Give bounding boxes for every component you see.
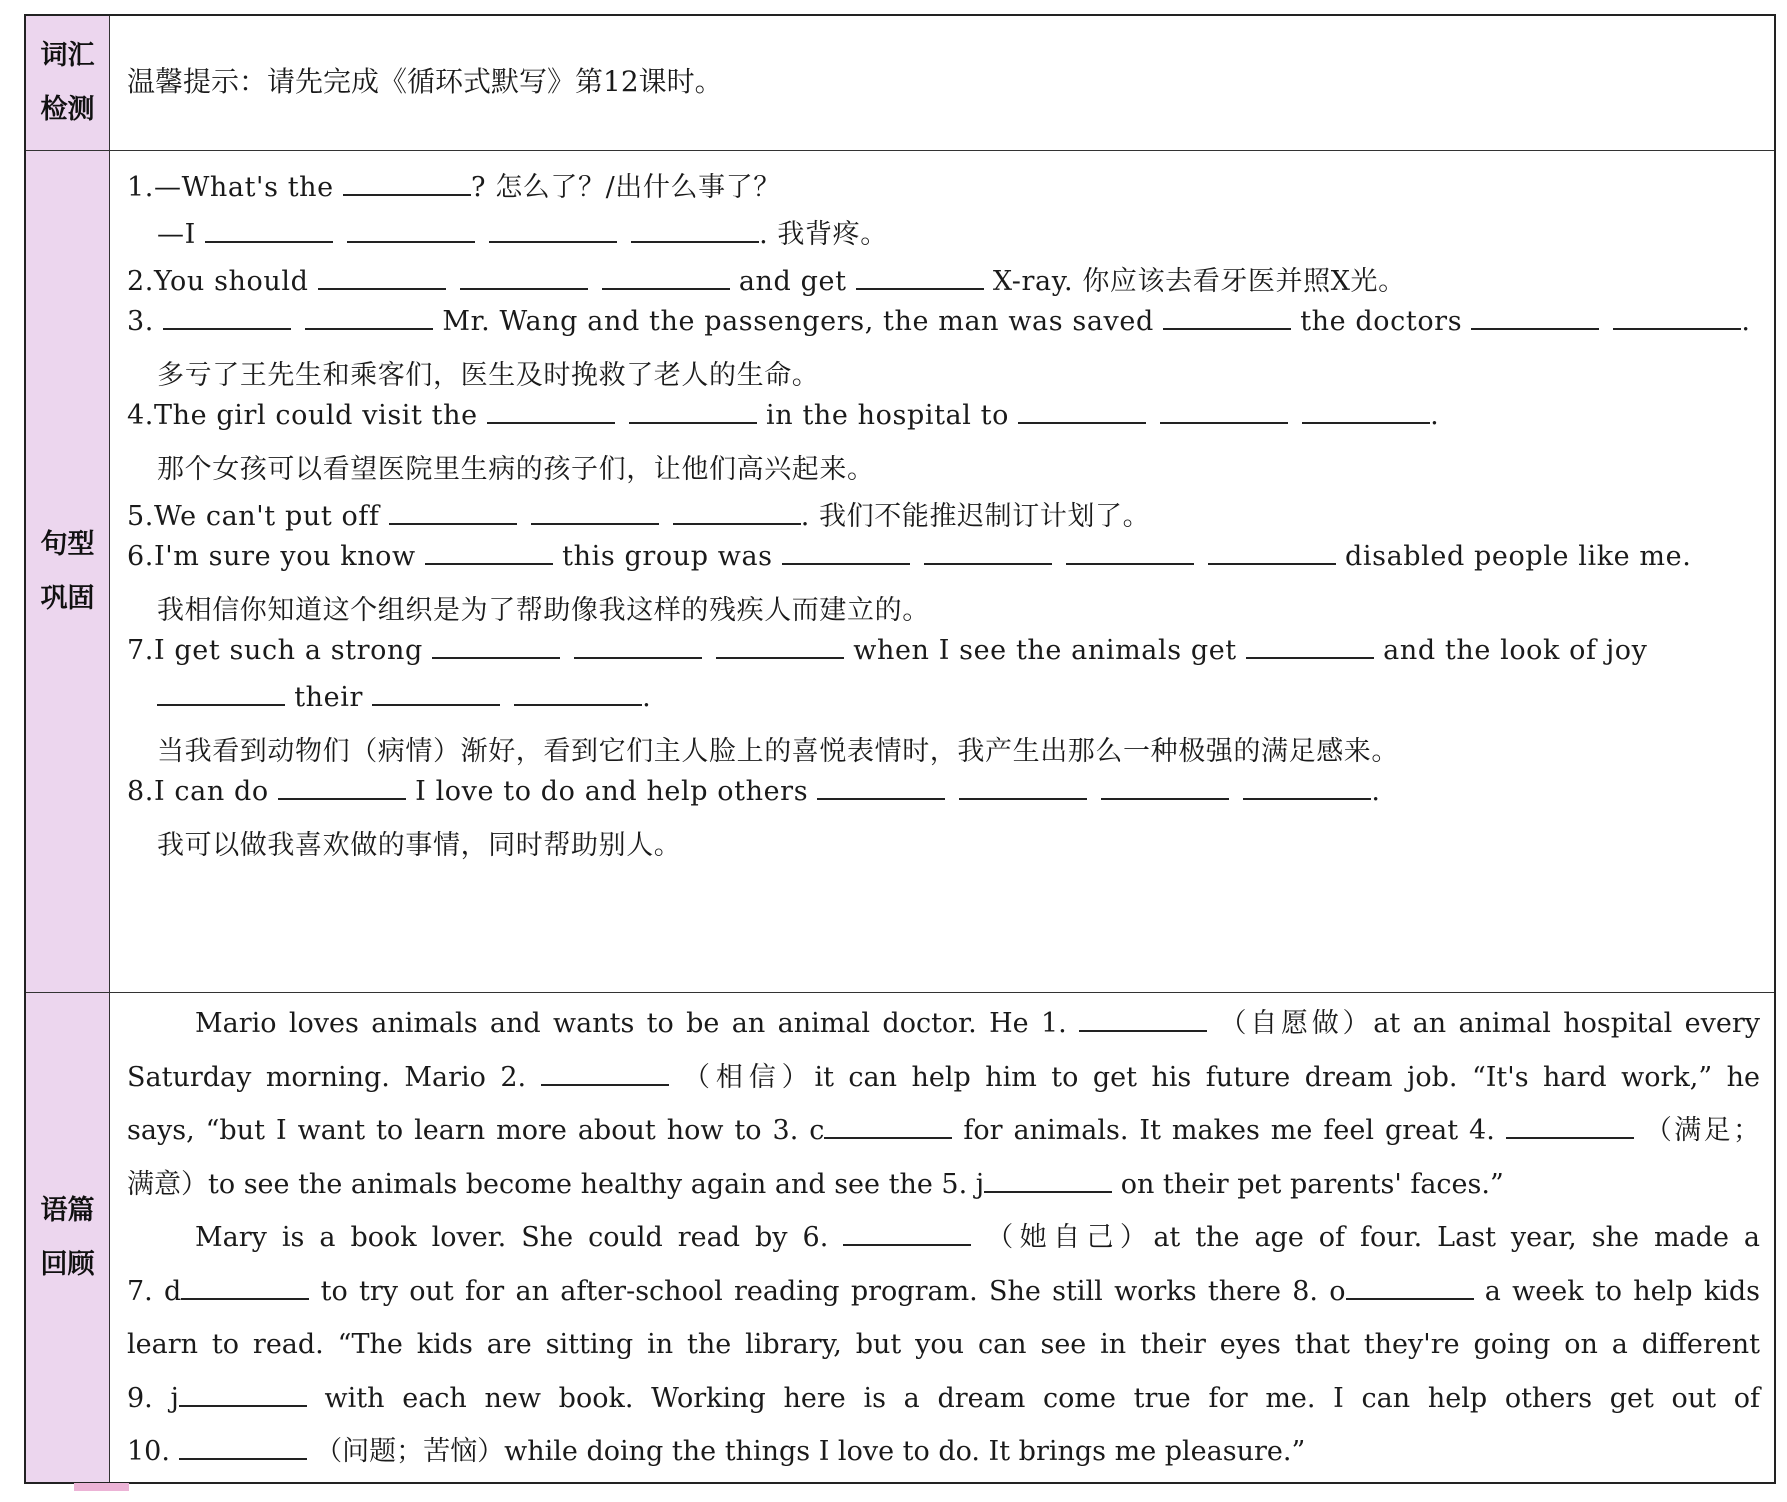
item-text: the doctors <box>1300 306 1463 337</box>
answer-blank[interactable] <box>489 219 617 243</box>
item-number: 2. <box>127 266 154 297</box>
answer-blank[interactable] <box>372 682 500 706</box>
item-number: 4. <box>127 400 154 431</box>
answer-blank[interactable] <box>716 635 844 659</box>
item-text: this group was <box>562 541 773 572</box>
answer-blank[interactable] <box>181 1276 309 1300</box>
item-number: 3. <box>127 306 154 337</box>
passage-label <box>26 993 110 1482</box>
passage-label-line1: 语篇 <box>40 1194 95 1226</box>
answer-blank[interactable] <box>1079 1008 1207 1032</box>
answer-blank[interactable] <box>1613 306 1741 330</box>
item-text: You should <box>153 266 309 297</box>
answer-blank[interactable] <box>782 541 910 565</box>
item-text: and get <box>738 266 847 297</box>
answer-blank[interactable] <box>1066 541 1194 565</box>
answer-blank[interactable] <box>305 306 433 330</box>
item-text: —I <box>157 219 196 250</box>
item-text: We can't put off <box>153 501 380 532</box>
passage-line: 10. （问题；苦恼）while doing the things I love to do. It brings me pleasure.” <box>127 1436 1306 1467</box>
answer-blank[interactable] <box>179 1383 307 1407</box>
item-7-cont <box>157 682 651 713</box>
answer-blank[interactable] <box>984 1169 1112 1193</box>
item-text: when I see the animals get <box>853 635 1237 666</box>
answer-blank[interactable] <box>1018 400 1146 424</box>
item-number: 7. <box>127 635 154 666</box>
item-number: 1. <box>127 172 154 203</box>
answer-blank[interactable] <box>602 266 730 290</box>
item-text: in the hospital to <box>766 400 1009 431</box>
answer-blank[interactable] <box>1346 1276 1474 1300</box>
answer-blank[interactable] <box>629 400 757 424</box>
vocab-label <box>26 16 110 150</box>
item-3-translation: 多亏了王先生和乘客们，医生及时挽救了老人的生命。 <box>157 360 820 391</box>
item-text: I can do <box>153 776 269 807</box>
passage-line: learn to read. “The kids are sitting in the library, but you can see in their eyes that they're going on a different <box>127 1329 1760 1360</box>
answer-blank[interactable] <box>343 172 471 196</box>
passage-line: 7. d to try out for an after-school reading program. She still works there 8. o a week to help kids <box>127 1275 1760 1307</box>
answer-blank[interactable] <box>1506 1115 1634 1139</box>
passage-text <box>127 997 1760 1479</box>
passage-line: 满意）to see the animals become healthy again and see the 5. j on their pet parents' faces.” <box>127 1168 1504 1200</box>
item-text: ? 怎么了？/出什么事了？ <box>470 172 781 203</box>
item-text: —What's the <box>153 172 334 203</box>
item-text: . <box>642 682 652 713</box>
item-text: I love to do and help others <box>415 776 809 807</box>
answer-blank[interactable] <box>318 266 446 290</box>
item-text: . 我背疼。 <box>759 219 888 250</box>
answer-blank[interactable] <box>432 635 560 659</box>
item-text: I get such a strong <box>153 635 423 666</box>
answer-blank[interactable] <box>1101 776 1229 800</box>
answer-blank[interactable] <box>163 306 291 330</box>
item-5 <box>127 494 1150 533</box>
item-6 <box>127 541 1691 572</box>
answer-blank[interactable] <box>514 682 642 706</box>
passage-line: Mario loves animals and wants to be an animal doctor. He 1. （自愿做）at an animal hospital every <box>195 1008 1760 1039</box>
item-8 <box>127 776 1381 807</box>
answer-blank[interactable] <box>574 635 702 659</box>
item-6-translation: 我相信你知道这个组织是为了帮助像我这样的残疾人而建立的。 <box>157 595 930 626</box>
item-text: Mr. Wang and the passengers, the man was saved <box>442 306 1154 337</box>
answer-blank[interactable] <box>1163 306 1291 330</box>
answer-blank[interactable] <box>278 776 406 800</box>
answer-blank[interactable] <box>157 682 285 706</box>
item-text: . <box>1371 776 1381 807</box>
item-1 <box>127 165 781 204</box>
answer-blank[interactable] <box>460 266 588 290</box>
item-3 <box>127 306 1751 337</box>
vocab-section <box>26 16 1774 151</box>
sentence-label-line1: 句型 <box>40 528 95 560</box>
tip-text: 温馨提示：请先完成《循环式默写》第12课时。 <box>127 65 723 98</box>
sentence-section <box>26 151 1774 993</box>
answer-blank[interactable] <box>843 1222 971 1246</box>
answer-blank[interactable] <box>673 501 801 525</box>
passage-section <box>26 993 1774 1482</box>
answer-blank[interactable] <box>1471 306 1599 330</box>
answer-blank[interactable] <box>425 541 553 565</box>
item-text: . <box>1430 400 1440 431</box>
answer-blank[interactable] <box>389 501 517 525</box>
answer-blank[interactable] <box>205 219 333 243</box>
vocab-label-line1: 词汇 <box>40 40 95 71</box>
vocab-label-line2: 检测 <box>40 94 95 125</box>
answer-blank[interactable] <box>959 776 1087 800</box>
item-text: X-ray. 你应该去看牙医并照X光。 <box>992 266 1406 297</box>
item-4 <box>127 400 1439 431</box>
answer-blank[interactable] <box>924 541 1052 565</box>
item-1-reply <box>157 212 888 251</box>
item-text: I'm sure you know <box>153 541 416 572</box>
sentence-content <box>109 151 1774 992</box>
answer-blank[interactable] <box>817 776 945 800</box>
item-text: . <box>1741 306 1751 337</box>
answer-blank[interactable] <box>541 1062 669 1086</box>
answer-blank[interactable] <box>1246 635 1374 659</box>
answer-blank[interactable] <box>1160 400 1288 424</box>
passage-line: Saturday morning. Mario 2. （相信）it can help him to get his future dream job. “It's hard work,” he <box>127 1061 1760 1093</box>
item-7-translation: 当我看到动物们（病情）渐好，看到它们主人脸上的喜悦表情时，我产生出那么一种极强的满足感来。 <box>157 736 1399 767</box>
answer-blank[interactable] <box>347 219 475 243</box>
passage-label-line2: 回顾 <box>40 1248 95 1280</box>
passage-line: says, “but I want to learn more about how to 3. c for animals. It makes me feel great 4. （满足； <box>127 1115 1761 1146</box>
answer-blank[interactable] <box>1302 400 1430 424</box>
answer-blank[interactable] <box>487 400 615 424</box>
passage-content <box>109 993 1774 1482</box>
item-8-translation: 我可以做我喜欢做的事情，同时帮助别人。 <box>157 830 682 861</box>
answer-blank[interactable] <box>1243 776 1371 800</box>
answer-blank[interactable] <box>824 1115 952 1139</box>
page-tab-marker <box>74 1483 129 1491</box>
answer-blank[interactable] <box>179 1436 307 1460</box>
sentence-label-line2: 巩固 <box>40 582 95 614</box>
sentence-label <box>26 151 110 992</box>
answer-blank[interactable] <box>631 219 759 243</box>
item-number: 8. <box>127 776 154 807</box>
item-number: 6. <box>127 541 154 572</box>
vocab-content <box>109 16 1774 150</box>
answer-blank[interactable] <box>856 266 984 290</box>
passage-line: 9. j with each new book. Working here is a dream come true for me. I can help others get out of <box>127 1382 1760 1414</box>
worksheet-table <box>24 14 1776 1484</box>
passage-line: Mary is a book lover. She could read by 6. （她自己）at the age of four. Last year, she made a <box>195 1222 1761 1253</box>
answer-blank[interactable] <box>531 501 659 525</box>
item-text: . 我们不能推迟制订计划了。 <box>800 501 1151 532</box>
item-number: 5. <box>127 501 154 532</box>
item-2 <box>127 259 1406 298</box>
item-4-translation: 那个女孩可以看望医院里生病的孩子们，让他们高兴起来。 <box>157 454 875 485</box>
item-text: their <box>294 682 363 713</box>
item-7 <box>127 635 1648 666</box>
item-text: disabled people like me. <box>1345 541 1692 572</box>
item-text: The girl could visit the <box>153 400 478 431</box>
answer-blank[interactable] <box>1208 541 1336 565</box>
item-text: and the look of joy <box>1383 635 1648 666</box>
